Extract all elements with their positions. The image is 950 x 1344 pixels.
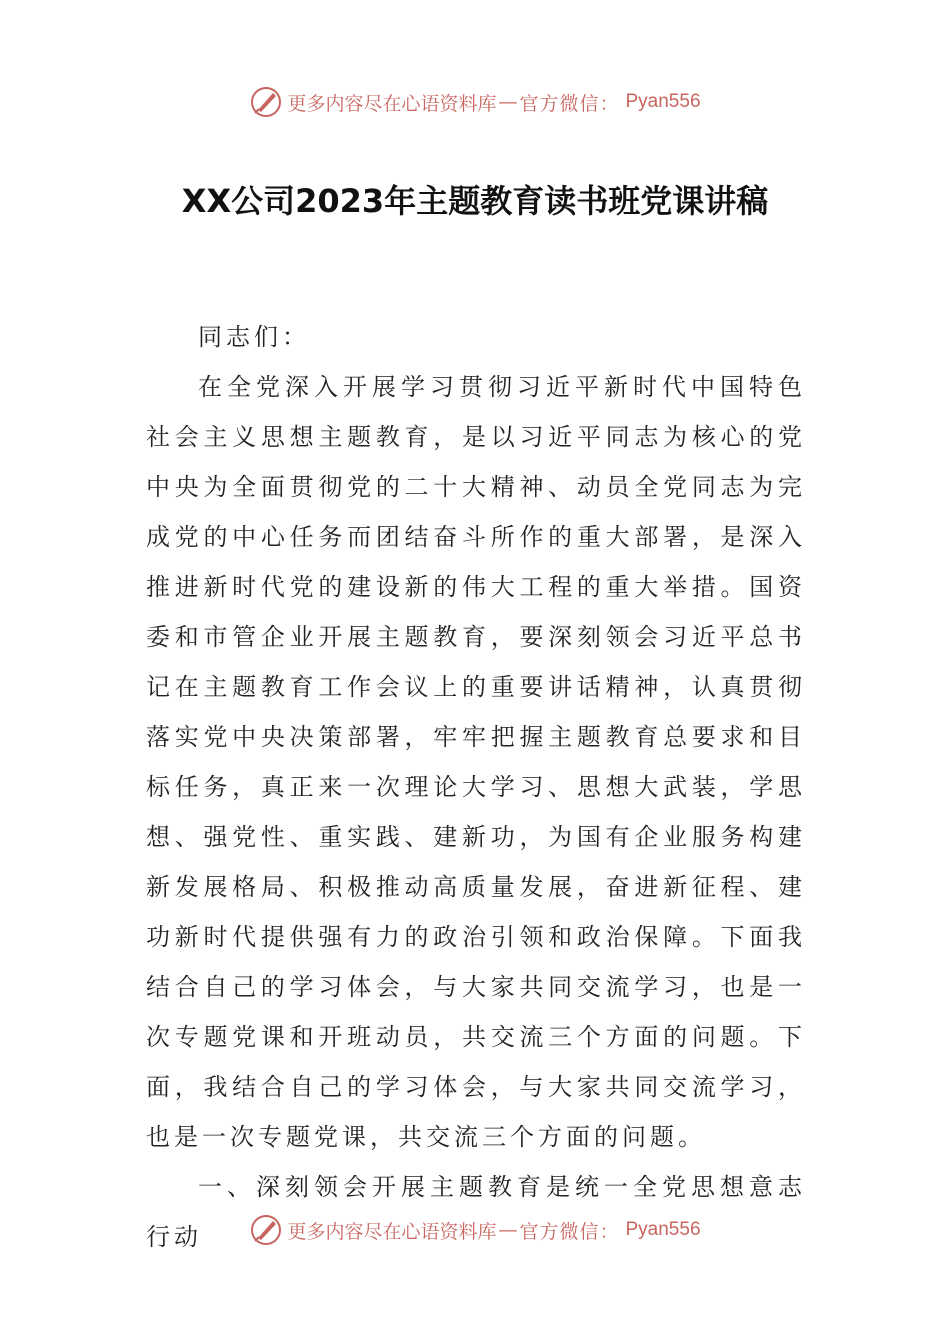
header-banner bbox=[0, 84, 950, 120]
banner-wechat-id: Pyan556 bbox=[625, 1219, 701, 1240]
greeting: 同志们： bbox=[198, 323, 310, 351]
document-title: XX公司2023年主题教育读书班党课讲稿 bbox=[181, 182, 769, 220]
body-paragraph: 在全党深入开展学习贯彻习近平新时代中国特色社会主义思想主题教育，是以习近平同志为核心的党中央为全面贯彻党的二十大精神、动员全党同志为完成党的中心任务而团结奋斗所作的重大部署，是深入推进新时代党的建设新的伟大工程的重大举措。国资委和市管企业开展主题教育，要深刻领会习近平总书记在主题教育工作会议上的重要讲话精神，认真贯彻落实党中央决策部署，牢牢把握主题教育总要求和目标任务，真正来一次理论大学习、思想大武装，学思想、强党性、重实践、建新功，为国有企业服务构建新发展格局、积极推动高质量发展，奋进新征程、建功新时代提供强有力的政治引领和政治保障。下面我结合自己的学习体会，与大家共同交流学习，也是一次专题党课和开班动员，共交流三个方面的问题。下面，我结合自己的学习体会，与大家共同交流学习，也是一次专题党课，共交流三个方面的问题。 bbox=[146, 373, 806, 1151]
banner-separator: — bbox=[498, 1219, 518, 1241]
banner-wechat-label: 官方微信： bbox=[519, 92, 620, 115]
banner-site-text: 更多内容尽在心语资料库 bbox=[287, 92, 497, 115]
section-heading: 一、深刻领会开展主题教育是统一全党思想意志行动 bbox=[146, 1173, 806, 1251]
banner-wechat-label: 官方微信： bbox=[519, 1220, 620, 1243]
banner-site-text: 更多内容尽在心语资料库 bbox=[287, 1220, 497, 1243]
quill-pen-logo-icon bbox=[249, 85, 283, 119]
document-body bbox=[146, 312, 806, 1262]
banner-separator: — bbox=[498, 91, 518, 113]
footer-banner bbox=[0, 1212, 950, 1248]
banner-wechat-id: Pyan556 bbox=[625, 91, 701, 112]
quill-pen-logo-icon bbox=[249, 1213, 283, 1247]
